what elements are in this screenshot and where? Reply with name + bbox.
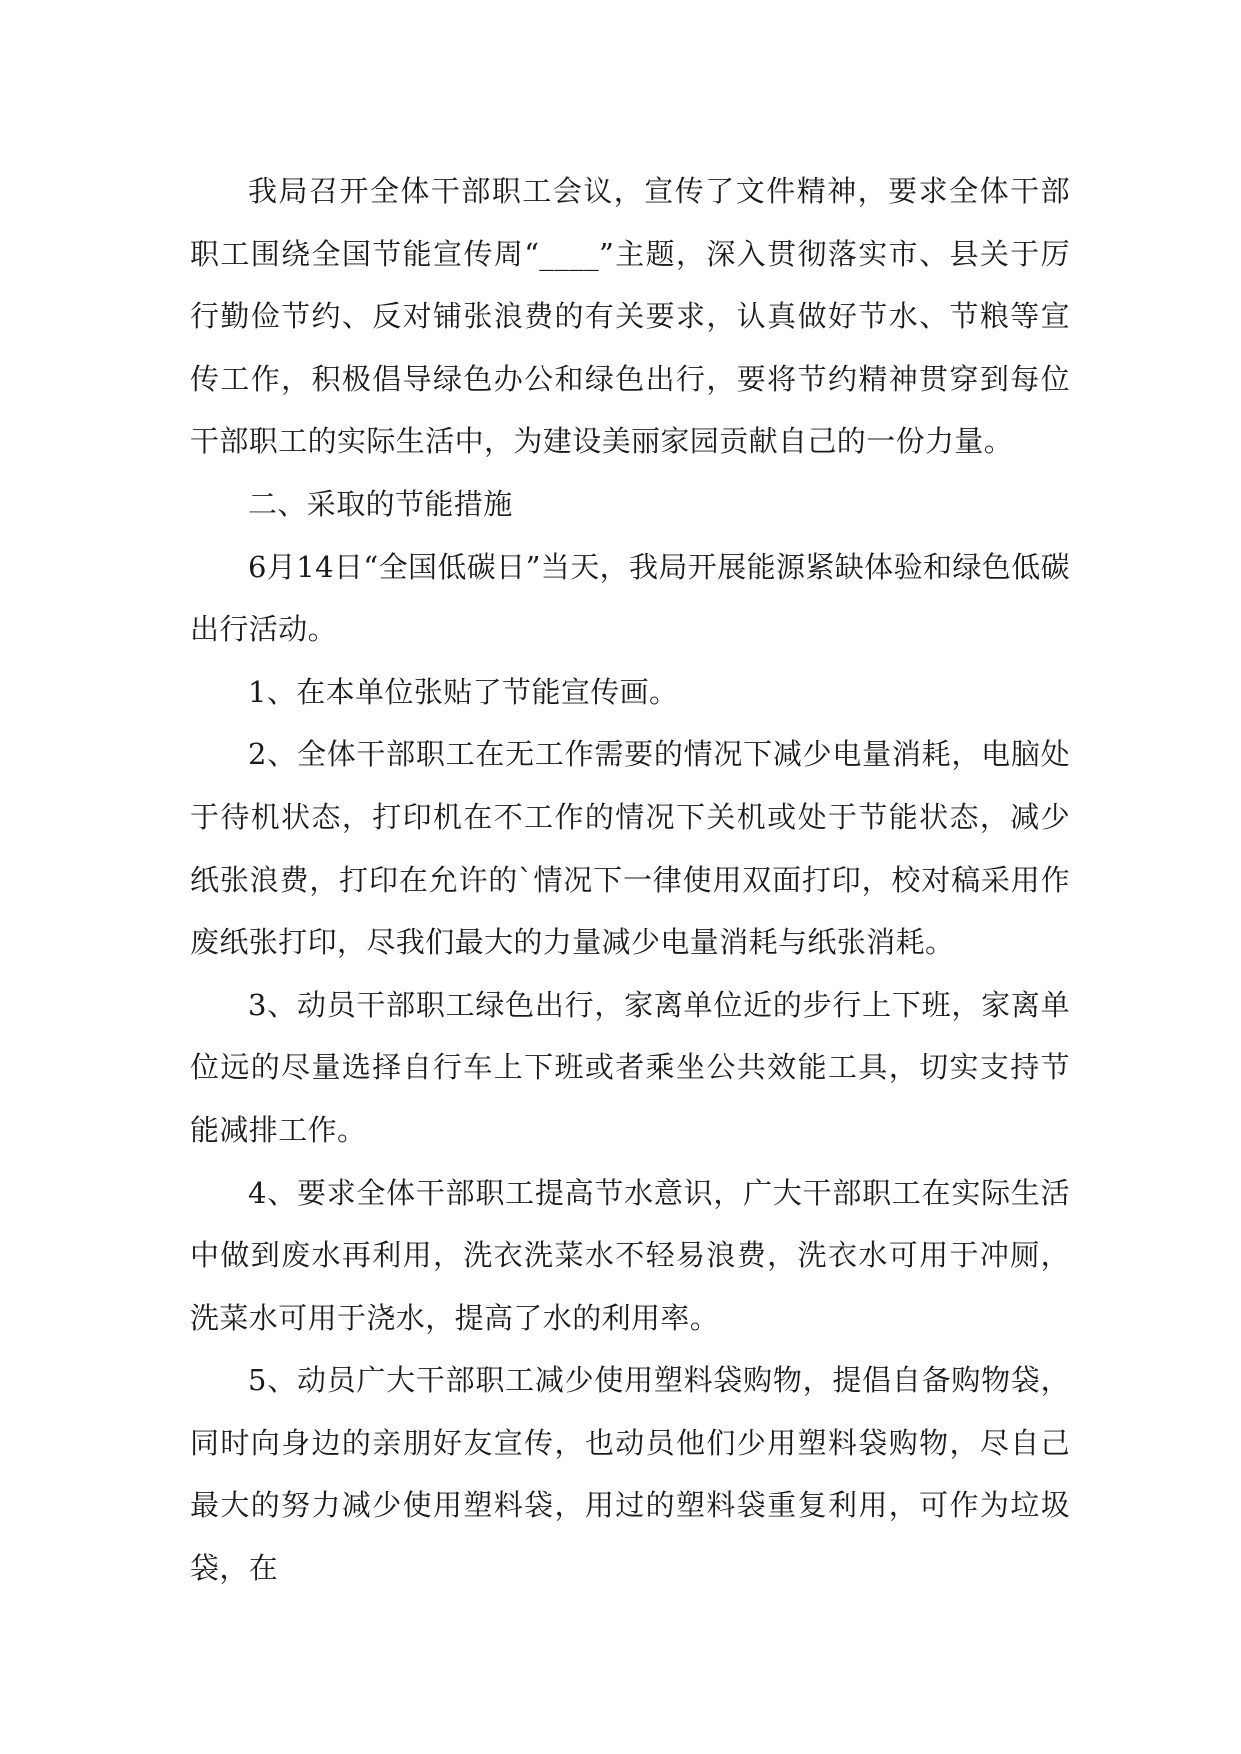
paragraph-low-carbon-day: 6月14日“全国低碳日”当天，我局开展能源紧缺体验和绿色低碳出行活动。 [190,549,1071,647]
list-item-2: 2、全体干部职工在无工作需要的情况下减少电量消耗，电脑处于待机状态，打印机在不工作的情况下关机或处于节能状态，减少纸张浪费，打印在允许的`情况下一律使用双面打印，校对稿采用作废纸张打印，尽我们最大的力量减少电量消耗与纸张消耗。 [190,737,1070,960]
paragraph-meeting: 我局召开全体干部职工会议，宣传了文件精神，要求全体干部职工围绕全国节能宣传周“____”主题，深入贯彻落实市、县关于厉行勤俭节约、反对铺张浪费的有关要求，认真做好节水、节粮等宣传工作，积极倡导绿色办公和绿色出行，要将节约精神贯穿到每位干部职工的实际生活中，为建设美丽家园贡献自己的一份力量。 [190,174,1070,459]
section-heading-measures: 二、采取的节能措施 [248,486,513,521]
list-item-1: 1、在本单位张贴了节能宣传画。 [248,674,679,709]
list-item-5: 5、动员广大干部职工减少使用塑料袋购物，提倡自备购物袋，同时向身边的亲朋好友宣传，也动员他们少用塑料袋购物，尽自己最大的努力减少使用塑料袋，用过的塑料袋重复利用，可作为垃圾袋，在 [190,1363,1070,1586]
list-item-3: 3、动员干部职工绿色出行，家离单位近的步行上下班，家离单位远的尽量选择自行车上下班或者乘坐公共效能工具，切实支持节能减排工作。 [190,987,1070,1147]
document-body [190,160,1070,1600]
list-item-4: 4、要求全体干部职工提高节水意识，广大干部职工在实际生活中做到废水再利用，洗衣洗菜水不轻易浪费，洗衣水可用于冲厕，洗菜水可用于浇水，提高了水的利用率。 [190,1175,1070,1335]
